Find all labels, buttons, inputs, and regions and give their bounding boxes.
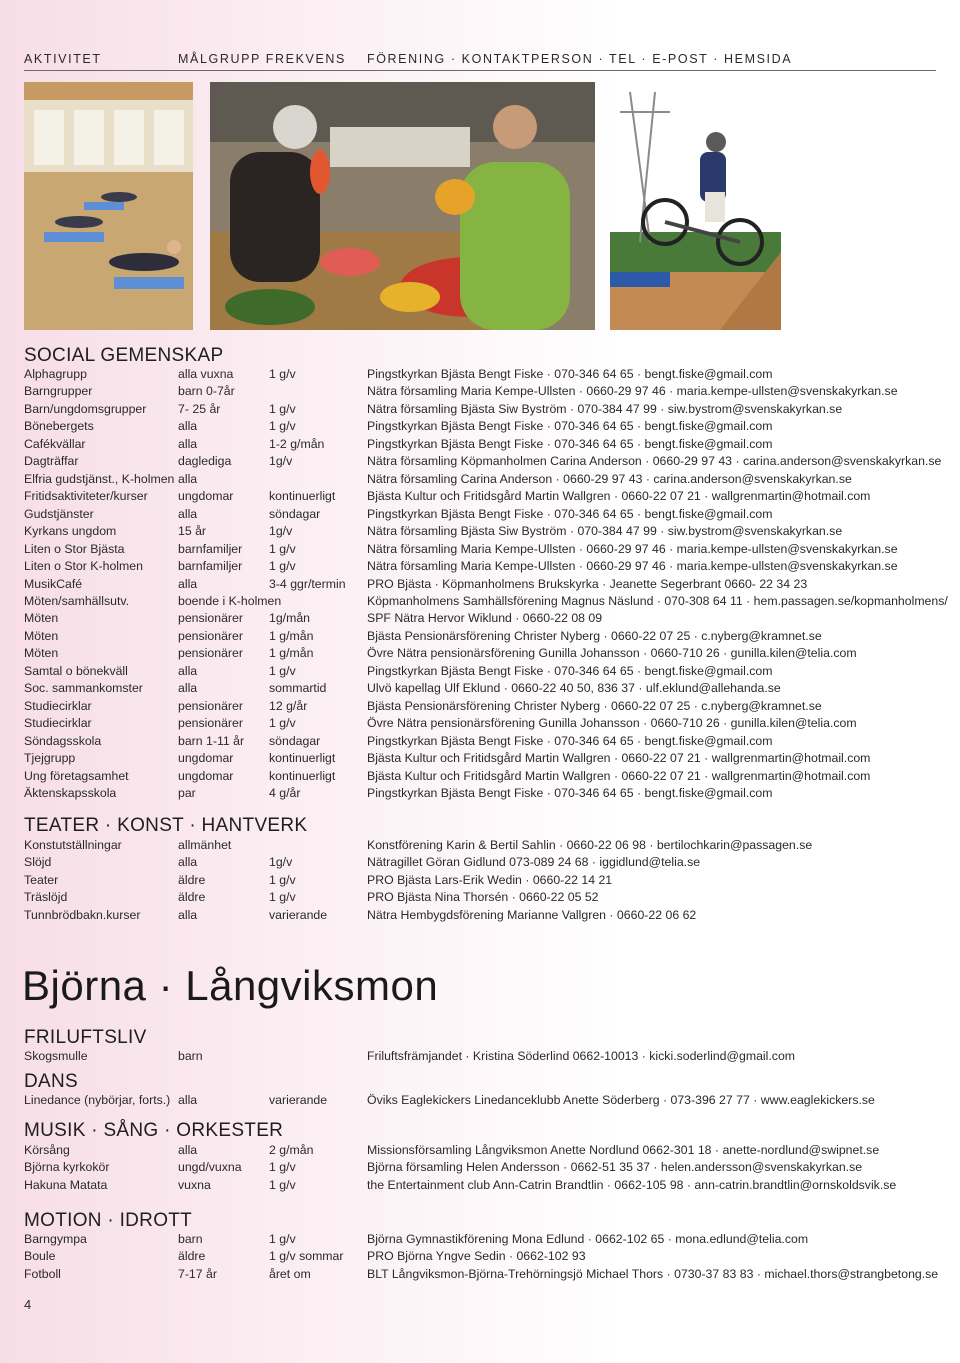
frequency-cell: 1g/v <box>269 855 293 870</box>
contact-cell: Nätra församling Maria Kempe-Ullsten · 0660-29 97 46 · maria.kempe-ullsten@svenskakyrkan.se <box>367 384 898 399</box>
activity-cell: Träslöjd <box>24 890 68 905</box>
table-row <box>24 1248 936 1265</box>
table-row <box>24 645 936 662</box>
table-row <box>24 471 936 488</box>
contact-cell: Nätra församling Carina Anderson · 0660-29 97 43 · carina.anderson@svenskakyrkan.se <box>367 471 852 486</box>
contact-cell: PRO Bjästa Nina Thorsén · 0660-22 05 52 <box>367 890 599 905</box>
target-group-cell: alla <box>178 419 198 434</box>
contact-cell: Björna församling Helen Andersson · 0662-51 35 37 · helen.andersson@svenskakyrkan.se <box>367 1160 863 1175</box>
contact-cell: Nätra församling Maria Kempe-Ullsten · 0660-29 97 46 · maria.kempe-ullsten@svenskakyrkan.se <box>367 541 898 556</box>
frequency-cell: varierande <box>269 1093 328 1107</box>
activity-cell: Bönebergets <box>24 419 94 434</box>
target-group-cell: äldre <box>178 1249 206 1264</box>
activity-cell: Gudstjänster <box>24 506 94 521</box>
frequency-cell: 3-4 ggr/termin <box>269 576 346 591</box>
frequency-cell: 1 g/v <box>269 1232 296 1246</box>
column-header <box>24 52 936 71</box>
table-row <box>24 1092 936 1109</box>
table-row <box>24 1048 936 1065</box>
activity-cell: Liten o Stor Bjästa <box>24 541 125 556</box>
table-row <box>24 523 936 540</box>
frequency-cell: 1 g/v <box>269 1177 296 1192</box>
activity-cell: Cafékvällar <box>24 436 86 451</box>
frequency-cell: 1 g/v <box>269 559 296 574</box>
target-group-cell: ungdomar <box>178 751 234 766</box>
activity-cell: Studiecirklar <box>24 716 92 731</box>
section-title-musik: MUSIK · SÅNG · ORKESTER <box>24 1120 284 1141</box>
target-group-cell: alla <box>178 471 198 486</box>
contact-cell: Övre Nätra pensionärsförening Gunilla Johansson · 0660-710 26 · gunilla.kilen@telia.com <box>367 716 857 731</box>
contact-cell: Nätra församling Maria Kempe-Ullsten · 0660-29 97 46 · maria.kempe-ullsten@svenskakyrkan.se <box>367 559 898 574</box>
contact-cell: Pingstkyrkan Bjästa Bengt Fiske · 070-346 64 65 · bengt.fiske@gmail.com <box>367 663 773 678</box>
activity-cell: Konstutställningar <box>24 838 122 852</box>
contact-cell: Nätra församling Bjästa Siw Byström · 070-384 47 99 · siw.bystrom@svenskakyrkan.se <box>367 401 843 416</box>
target-group-cell: alla <box>178 1143 198 1157</box>
contact-cell: Nätra Hembygdsförening Marianne Vallgren · 0660-22 06 62 <box>367 907 697 922</box>
target-group-cell: daglediga <box>178 454 232 469</box>
section-title-friluftsliv: FRILUFTSLIV <box>24 1027 147 1048</box>
target-group-cell: ungdomar <box>178 489 234 504</box>
activity-cell: Samtal o bönekväll <box>24 663 128 678</box>
activity-cell: Möten <box>24 611 59 626</box>
activity-cell: Ung företagsamhet <box>24 768 129 783</box>
activity-cell: Barngympa <box>24 1232 87 1246</box>
table-row <box>24 576 936 593</box>
table-row <box>24 663 936 680</box>
contact-cell: BLT Långviksmon-Björna-Trehörningsjö Michael Thors · 0730-37 83 83 · michael.thors@strangbetong.se <box>367 1266 939 1281</box>
contact-cell: the Entertainment club Ann-Catrin Brandtlin · 0662-105 98 · ann-catrin.brandtlin@ornskoldsvik.se <box>367 1177 897 1192</box>
area-title: Björna · Långviksmon <box>22 962 439 1009</box>
frequency-cell: sommartid <box>269 681 327 696</box>
target-group-cell: alla <box>178 855 198 870</box>
frequency-cell: varierande <box>269 907 328 922</box>
table-row <box>24 453 942 470</box>
frequency-cell: 4 g/år <box>269 786 301 801</box>
activity-cell: Björna kyrkokör <box>24 1160 110 1175</box>
section-title-teater: TEATER · KONST · HANTVERK <box>24 815 308 836</box>
table-row <box>24 1231 936 1248</box>
table-row <box>24 436 936 453</box>
contact-cell: Björna Gymnastikförening Mona Edlund · 0662-102 65 · mona.edlund@telia.com <box>367 1232 809 1246</box>
target-group-cell: par <box>178 786 196 801</box>
target-group-cell: 7- 25 år <box>178 401 221 416</box>
activity-cell: Skogsmulle <box>24 1049 88 1063</box>
contact-cell: Pingstkyrkan Bjästa Bengt Fiske · 070-346 64 65 · bengt.fiske@gmail.com <box>367 419 773 434</box>
contact-cell: Öviks Eaglekickers Linedanceklubb Anette Söderberg · 073-396 27 77 · www.eaglekickers.se <box>367 1093 875 1107</box>
contact-cell: Bjästa Pensionärsförening Christer Nyberg · 0660-22 07 25 · c.nyberg@kramnet.se <box>367 628 822 643</box>
activity-cell: Tjejgrupp <box>24 751 76 766</box>
target-group-cell: allmänhet <box>178 838 232 852</box>
frequency-cell: 12 g/år <box>269 698 308 713</box>
contact-cell: PRO Bjästa · Köpmanholmens Brukskyrka · Jeanette Segerbrant 0660- 22 34 23 <box>367 576 808 591</box>
page-number: 4 <box>24 1297 32 1312</box>
contact-cell: Köpmanholmens Samhällsförening Magnus Näslund · 070-308 64 11 · hem.passagen.se/kopmanholmens/ <box>367 593 948 608</box>
table-row <box>24 750 936 767</box>
activity-cell: Hakuna Matata <box>24 1177 108 1192</box>
activity-cell: Möten <box>24 646 59 661</box>
contact-cell: Pingstkyrkan Bjästa Bengt Fiske · 070-346 64 65 · bengt.fiske@gmail.com <box>367 733 773 748</box>
table-row <box>24 837 936 854</box>
target-group-cell: äldre <box>178 872 206 887</box>
target-group-cell: vuxna <box>178 1177 211 1192</box>
target-group-cell: alla <box>178 1093 198 1107</box>
frequency-cell: 1 g/v <box>269 663 296 678</box>
frequency-cell: 1-2 g/mån <box>269 436 325 451</box>
frequency-cell: 2 g/mån <box>269 1143 314 1157</box>
frequency-cell: 1 g/v <box>269 890 296 905</box>
frequency-cell: kontinuerligt <box>269 751 336 766</box>
frequency-cell: söndagar <box>269 506 321 521</box>
table-row <box>24 628 936 645</box>
frequency-cell: 1 g/v <box>269 401 296 416</box>
gym-photo <box>24 82 193 330</box>
activity-cell: Slöjd <box>24 855 52 870</box>
table-row <box>24 715 936 732</box>
activity-cell: Möten/samhällsutv. <box>24 593 130 608</box>
target-group-cell: alla <box>178 436 198 451</box>
activity-cell: Fritidsaktiviteter/kurser <box>24 489 148 504</box>
frequency-cell: söndagar <box>269 733 321 748</box>
table-row <box>24 768 936 785</box>
table-row <box>24 1142 936 1159</box>
table-row <box>24 593 948 610</box>
target-group-cell: ungdomar <box>178 768 234 783</box>
frequency-cell: 1g/v <box>269 454 293 469</box>
activity-cell: Soc. sammankomster <box>24 681 143 696</box>
table-row <box>24 733 936 750</box>
frequency-cell: 1 g/v <box>269 367 296 381</box>
table-row <box>24 1177 936 1194</box>
activity-cell: Körsång <box>24 1143 70 1157</box>
target-group-cell: barn <box>178 1049 203 1063</box>
activity-cell: MusikCafé <box>24 576 83 591</box>
bike-photo <box>610 82 781 330</box>
table-row <box>24 889 936 906</box>
target-group-cell: barn 1-11 år <box>178 733 245 748</box>
table-row <box>24 401 936 418</box>
target-group-cell: boende i K-holmen <box>178 593 282 608</box>
table-row <box>24 907 936 924</box>
target-group-cell: alla <box>178 576 198 591</box>
activity-cell: Linedance (nybörjar, forts.) <box>24 1093 171 1107</box>
frequency-cell: 1 g/v <box>269 419 296 434</box>
frequency-cell: 1 g/v <box>269 541 296 556</box>
activity-cell: Teater <box>24 872 59 887</box>
contact-cell: Nätra församling Bjästa Siw Byström · 070-384 47 99 · siw.bystrom@svenskakyrkan.se <box>367 524 843 539</box>
section-title-social: SOCIAL GEMENSKAP <box>24 345 224 366</box>
frequency-cell: 1 g/v <box>269 1160 296 1175</box>
target-group-cell: pensionärer <box>178 716 243 731</box>
target-group-cell: alla vuxna <box>178 367 234 381</box>
contact-cell: Övre Nätra pensionärsförening Gunilla Johansson · 0660-710 26 · gunilla.kilen@telia.com <box>367 646 857 661</box>
contact-cell: Pingstkyrkan Bjästa Bengt Fiske · 070-346 64 65 · bengt.fiske@gmail.com <box>367 786 773 801</box>
target-group-cell: ungd/vuxna <box>178 1160 242 1175</box>
activity-cell: Äktenskapsskola <box>24 786 117 801</box>
contact-cell: Pingstkyrkan Bjästa Bengt Fiske · 070-346 64 65 · bengt.fiske@gmail.com <box>367 367 773 381</box>
activity-cell: Boule <box>24 1249 56 1264</box>
contact-cell: Pingstkyrkan Bjästa Bengt Fiske · 070-346 64 65 · bengt.fiske@gmail.com <box>367 506 773 521</box>
activity-cell: Söndagsskola <box>24 733 102 748</box>
header-malgrupp-frekvens: MÅLGRUPP FREKVENS <box>178 52 346 66</box>
table-row <box>24 854 936 871</box>
target-group-cell: pensionärer <box>178 611 243 626</box>
target-group-cell: pensionärer <box>178 628 243 643</box>
market-photo <box>210 82 595 330</box>
contact-cell: PRO Björna Yngve Sedin · 0662-102 93 <box>367 1249 586 1264</box>
frequency-cell: kontinuerligt <box>269 768 336 783</box>
header-forening: FÖRENING · KONTAKTPERSON · TEL · E-POST · HEMSIDA <box>367 52 793 66</box>
target-group-cell: barnfamiljer <box>178 559 243 574</box>
table-row <box>24 488 936 505</box>
frequency-cell: året om <box>269 1266 311 1281</box>
activity-cell: Dagträffar <box>24 454 79 469</box>
activity-cell: Kyrkans ungdom <box>24 524 117 539</box>
target-group-cell: alla <box>178 506 198 521</box>
table-row <box>24 506 936 523</box>
target-group-cell: barn <box>178 1232 203 1246</box>
activity-cell: Alphagrupp <box>24 367 87 381</box>
frequency-cell: kontinuerligt <box>269 489 336 504</box>
section-title-dans: DANS <box>24 1071 78 1092</box>
contact-cell: Konstförening Karin & Bertil Sahlin · 0660-22 06 98 · bertilochkarin@passagen.se <box>367 838 813 852</box>
contact-cell: Friluftsfrämjandet · Kristina Söderlind 0662-10013 · kicki.soderlind@gmail.com <box>367 1049 796 1063</box>
contact-cell: Bjästa Kultur och Fritidsgård Martin Wallgren · 0660-22 07 21 · wallgrenmartin@hotmail.com <box>367 751 871 766</box>
target-group-cell: barn 0-7år <box>178 384 235 399</box>
contact-cell: PRO Bjästa Lars-Erik Wedin · 0660-22 14 21 <box>367 872 613 887</box>
activity-cell: Elfria gudstjänst., K-holmen <box>24 471 175 486</box>
contact-cell: Bjästa Pensionärsförening Christer Nyberg · 0660-22 07 25 · c.nyberg@kramnet.se <box>367 698 822 713</box>
activity-cell: Liten o Stor K-holmen <box>24 559 143 574</box>
frequency-cell: 1 g/v sommar <box>269 1249 344 1264</box>
activity-cell: Barn/ungdomsgrupper <box>24 401 147 416</box>
frequency-cell: 1 g/v <box>269 716 296 731</box>
activity-cell: Tunnbrödbakn.kurser <box>24 907 141 922</box>
table-row <box>24 541 936 558</box>
frequency-cell: 1g/v <box>269 524 293 539</box>
table-row <box>24 383 936 400</box>
target-group-cell: alla <box>178 681 198 696</box>
frequency-cell: 1g/mån <box>269 611 311 626</box>
header-aktivitet: AKTIVITET <box>24 52 102 66</box>
section-title-motion: MOTION · IDROTT <box>24 1210 193 1231</box>
target-group-cell: äldre <box>178 890 206 905</box>
contact-cell: Pingstkyrkan Bjästa Bengt Fiske · 070-346 64 65 · bengt.fiske@gmail.com <box>367 436 773 451</box>
activity-cell: Möten <box>24 628 59 643</box>
table-row <box>24 872 936 889</box>
target-group-cell: pensionärer <box>178 646 243 661</box>
target-group-cell: pensionärer <box>178 698 243 713</box>
contact-cell: Missionsförsamling Långviksmon Anette Nordlund 0662-301 18 · anette-nordlund@swipnet.se <box>367 1143 880 1157</box>
target-group-cell: alla <box>178 907 198 922</box>
target-group-cell: 7-17 år <box>178 1266 217 1281</box>
table-row <box>24 1159 936 1176</box>
target-group-cell: barnfamiljer <box>178 541 243 556</box>
contact-cell: Nätra församling Köpmanholmen Carina Anderson · 0660-29 97 43 · carina.anderson@svenskakyrkan.se <box>367 454 942 469</box>
contact-cell: SPF Nätra Hervor Wiklund · 0660-22 08 09 <box>367 611 603 626</box>
activity-cell: Studiecirklar <box>24 698 92 713</box>
table-row <box>24 1266 939 1283</box>
activity-cell: Fotboll <box>24 1266 61 1281</box>
contact-cell: Bjästa Kultur och Fritidsgård Martin Wallgren · 0660-22 07 21 · wallgrenmartin@hotmail.com <box>367 768 871 783</box>
activity-cell: Barngrupper <box>24 384 93 399</box>
frequency-cell: 1 g/mån <box>269 628 314 643</box>
frequency-cell: 1 g/v <box>269 872 296 887</box>
contact-cell: Bjästa Kultur och Fritidsgård Martin Wallgren · 0660-22 07 21 · wallgrenmartin@hotmail.com <box>367 489 871 504</box>
contact-cell: Ulvö kapellag Ulf Eklund · 0660-22 40 50, 836 37 · ulf.eklund@allehanda.se <box>367 681 781 696</box>
frequency-cell: 1 g/mån <box>269 646 314 661</box>
table-row <box>24 418 936 435</box>
target-group-cell: 15 år <box>178 524 207 539</box>
table-row <box>24 785 936 802</box>
table-row <box>24 558 936 575</box>
table-row <box>24 698 936 715</box>
table-row <box>24 366 936 383</box>
contact-cell: Nätragillet Göran Gidlund 073-089 24 68 · iggidlund@telia.se <box>367 855 701 870</box>
target-group-cell: alla <box>178 663 198 678</box>
table-row <box>24 610 936 627</box>
table-row <box>24 680 936 697</box>
